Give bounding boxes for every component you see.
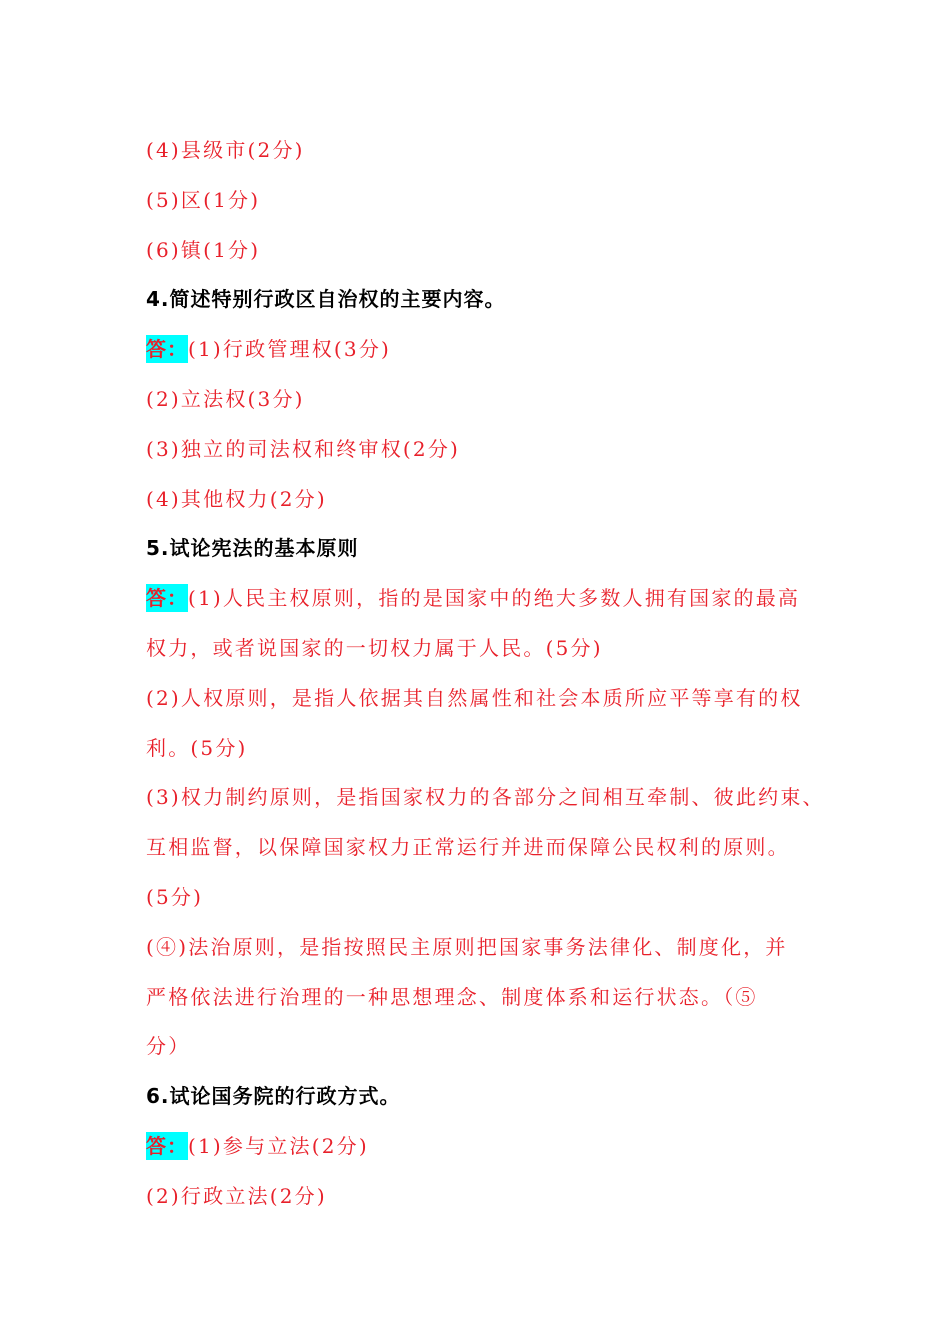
answer-text: (1)参与立法(2分) (188, 1133, 369, 1158)
answer-line: (5)区(1分) (146, 187, 261, 212)
answer-line: (2)人权原则，是指人依据其自然属性和社会本质所应平等享有的权 (146, 685, 803, 710)
answer-line: (2)立法权(3分) (146, 386, 305, 411)
answer-line: (4)其他权力(2分) (146, 486, 327, 511)
answer-line: 权力，或者说国家的一切权力属于人民。(5分) (146, 635, 603, 660)
answer-line (146, 574, 826, 624)
answer-tag: 答： (146, 586, 188, 611)
answer-text: (1)人民主权原则，指的是国家中的绝大多数人拥有国家的最高 (188, 586, 801, 611)
answer-line: (4)县级市(2分) (146, 138, 305, 162)
answer-line: (④)法治原则，是指按照民主原则把国家事务法律化、制度化，并 (146, 934, 788, 959)
answer-line (146, 325, 826, 375)
answer-line: 严格依法进行治理的一种思想理念、制度体系和运行状态。（⑤ (146, 984, 758, 1009)
document-body (146, 126, 826, 1222)
answer-line: (6)镇(1分) (146, 237, 261, 262)
question-5-heading: 5.试论宪法的基本原则 (146, 536, 359, 561)
answer-tag: 答： (146, 337, 188, 362)
answer-tag: 答： (146, 1133, 188, 1158)
answer-line: 分） (146, 1034, 191, 1059)
answer-line: (5分) (146, 884, 204, 909)
answer-line: (2)行政立法(2分) (146, 1183, 327, 1208)
answer-line (146, 1122, 826, 1172)
answer-line: 互相监督，以保障国家权力正常运行并进而保障公民权利的原则。 (146, 835, 790, 860)
question-6-heading: 6.试论国务院的行政方式。 (146, 1084, 401, 1109)
question-4-heading: 4.简述特别行政区自治权的主要内容。 (146, 287, 506, 312)
answer-line: (3)权力制约原则，是指国家权力的各部分之间相互牵制、彼此约束、 (146, 785, 825, 810)
answer-line: (3)独立的司法权和终审权(2分) (146, 436, 461, 461)
answer-text: (1)行政管理权(3分) (188, 337, 392, 362)
answer-line: 利。(5分) (146, 735, 248, 760)
